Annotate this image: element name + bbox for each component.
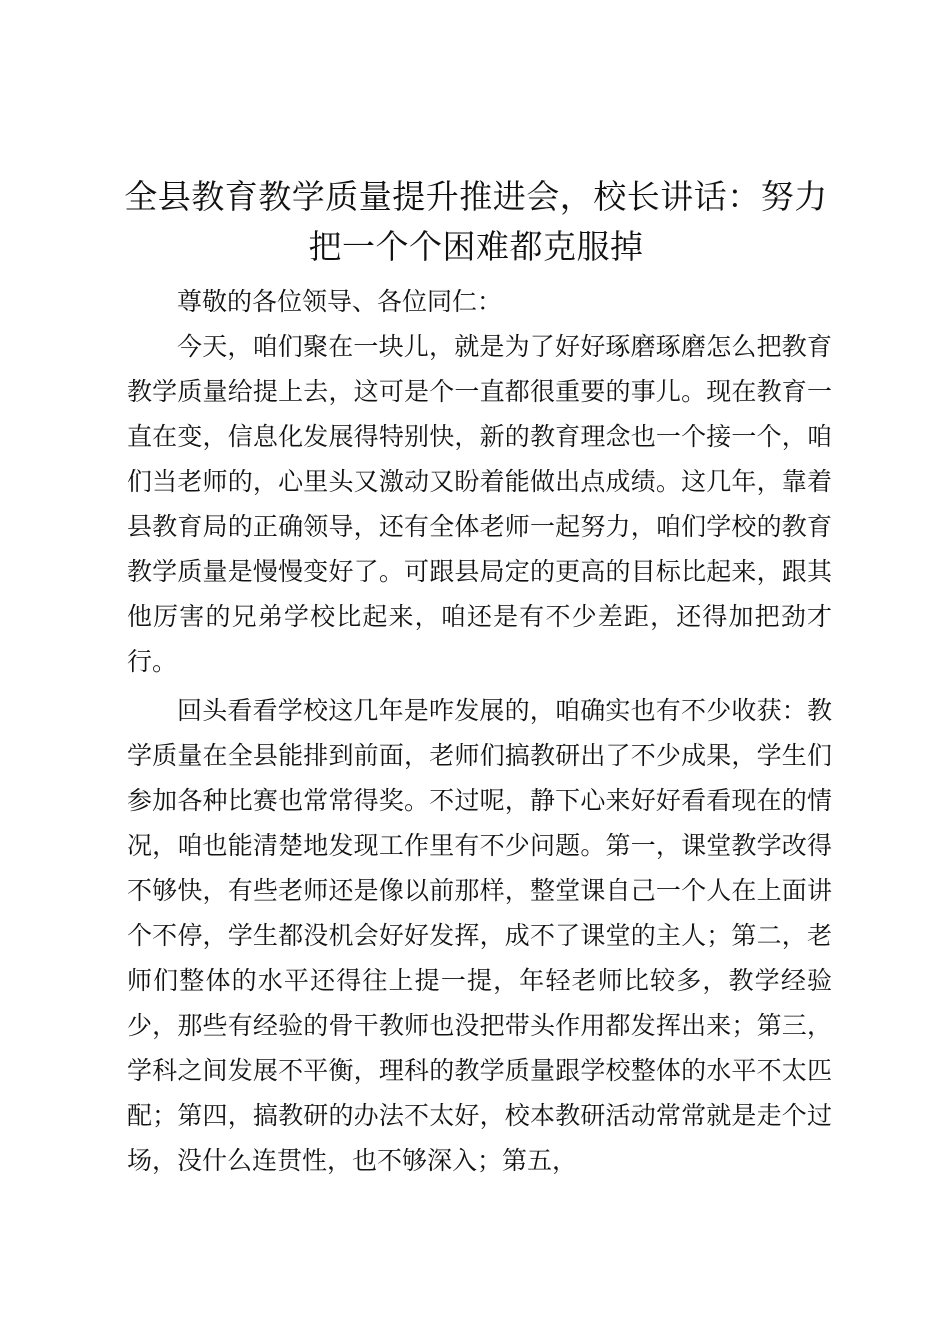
document-title: 全县教育教学质量提升推进会，校长讲话：努力把一个个困难都克服掉 [124, 177, 828, 266]
body-paragraph: 今天，咱们聚在一块儿，就是为了好好琢磨琢磨怎么把教育教学质量给提上去，这可是个一直都很重要的事儿。现在教育一直在变，信息化发展得特别快，新的教育理念也一个接一个，咱们当老师的，心里头又激动又盼着能做出点成绩。这几年，靠着县教育局的正确领导，还有全体老师一起努力，咱们学校的教育教学质量是慢慢变好了。可跟县局定的更高的目标比起来，跟其他厉害的兄弟学校比起来，咱还是有不少差距，还得加把劲才行。 [127, 332, 832, 676]
greeting-line: 尊敬的各位领导、各位同仁： [177, 287, 503, 316]
body-paragraph: 回头看看学校这几年是咋发展的，咱确实也有不少收获：教学质量在全县能排到前面，老师们搞教研出了不少成果，学生们参加各种比赛也常常得奖。不过呢，静下心来好好看看现在的情况，咱也能清楚地发现工作里有不少问题。第一，课堂教学改得不够快，有些老师还是像以前那样，整堂课自己一个人在上面讲个不停，学生都没机会好好发挥，成不了课堂的主人；第二，老师们整体的水平还得往上提一提，年轻老师比较多，教学经验少，那些有经验的骨干教师也没把带头作用都发挥出来；第三，学科之间发展不平衡，理科的教学质量跟学校整体的水平不太匹配；第四，搞教研的办法不太好，校本教研活动常常就是走个过场，没什么连贯性，也不够深入；第五， [127, 696, 832, 1175]
document-body [127, 279, 832, 1183]
